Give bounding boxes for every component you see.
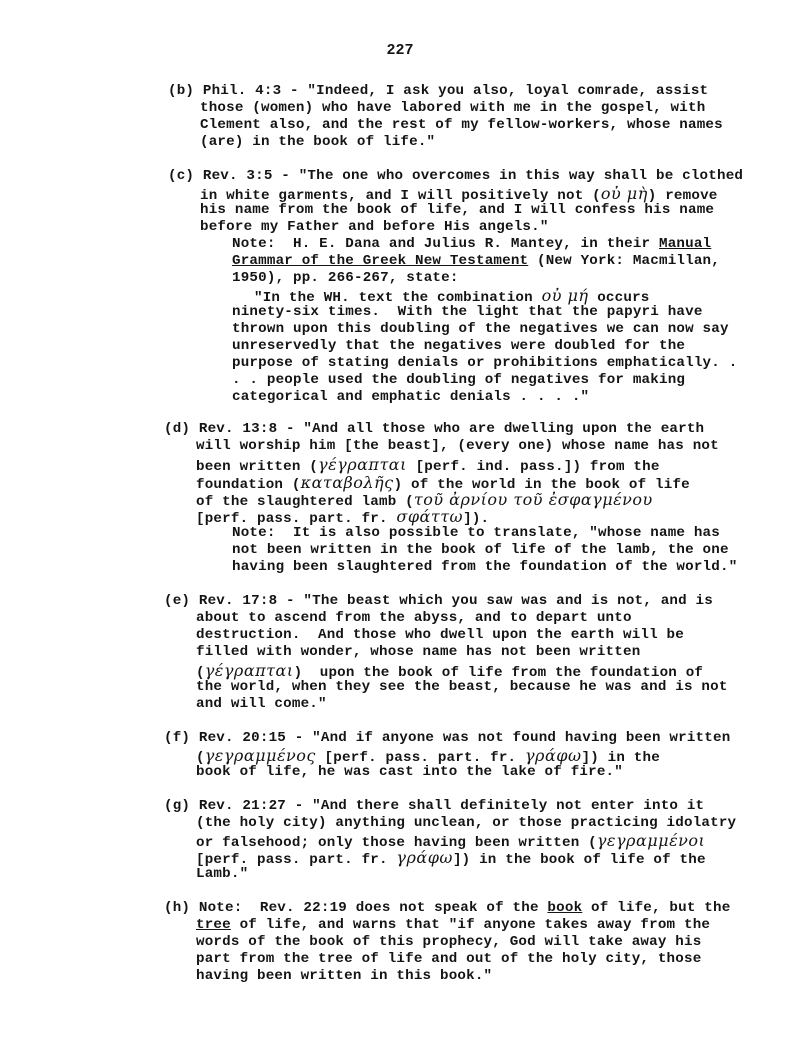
text-run: unreservedly that the negatives were doubled for the [232, 338, 686, 354]
text-run: Note: H. E. Dana and Julius R. Mantey, in their [232, 236, 659, 252]
text-run: part from the tree of life and out of the holy city, those [196, 951, 702, 967]
text-line-h [164, 900, 730, 917]
text-run: categorical and emphatic denials . . . ." [232, 389, 590, 405]
text-run: ]) in the [581, 750, 660, 766]
text-run: thrown upon this doubling of the negatives we can now say [232, 321, 729, 337]
text-run: the world, when they see the beast, because he was and is not [196, 679, 728, 695]
text-run: of life, but the [582, 900, 731, 916]
text-run: [perf. pass. part. fr. [315, 750, 525, 766]
underlined-text: Manual [658, 236, 712, 252]
text-line-b [200, 117, 723, 134]
text-line-d [232, 525, 720, 542]
text-run: foundation ( [196, 477, 301, 493]
text-run: (are) in the book of life." [200, 134, 436, 150]
text-run: destruction. And those who dwell upon the earth will be [196, 627, 684, 643]
text-run: (g) Rev. 21:27 - "And there shall definitely not enter into it [164, 798, 705, 814]
text-run: (b) Phil. 4:3 - "Indeed, I ask you also, loyal comrade, assist [168, 83, 709, 99]
text-run: and will come." [196, 696, 327, 712]
text-line-c [232, 236, 711, 253]
text-run: (e) Rev. 17:8 - "The beast which you saw was and is not, and is [164, 593, 713, 609]
text-run: "In the WH. text the combination [254, 290, 542, 306]
text-line-c [200, 202, 714, 219]
page-number: 227 [386, 42, 414, 59]
greek-text: γέγραπται [204, 661, 294, 680]
text-line-h [196, 934, 701, 951]
text-line-c [232, 321, 729, 338]
text-line-e [164, 593, 713, 610]
text-line-g [196, 849, 706, 869]
text-run: his name from the book of life, and I will confess his name [200, 202, 715, 218]
text-run: ( [196, 665, 205, 681]
text-run: (f) Rev. 20:15 - "And if anyone was not found having been written [164, 730, 731, 746]
text-line-g [196, 815, 736, 832]
text-line-c [200, 219, 549, 236]
text-run: book of life, he was cast into the lake of fire." [196, 764, 623, 780]
text-run: of the slaughtered lamb ( [196, 494, 414, 510]
text-run: in white garments, and I will positively not ( [200, 188, 601, 204]
greek-text: γράφω [396, 848, 453, 867]
text-line-b [200, 100, 705, 117]
text-run: Note: It is also possible to translate, "whose name has [232, 525, 720, 541]
text-line-h [196, 968, 492, 985]
greek-text: γράφω [524, 746, 582, 765]
text-run: (c) Rev. 3:5 - "The one who overcomes in this way shall be clothed [168, 168, 744, 184]
text-line-d [196, 438, 719, 455]
text-line-h [196, 917, 710, 934]
text-run: been written ( [196, 459, 318, 475]
text-run: ) upon the book of life from the foundation of [293, 665, 704, 681]
text-run: or falsehood; only those having been written ( [196, 835, 597, 851]
greek-text: καταβολῆς [300, 473, 394, 492]
text-line-d [232, 542, 729, 559]
greek-text: γεγραμμένοι [596, 831, 706, 850]
text-run: will worship him [the beast], (every one) whose name has not [196, 438, 719, 454]
greek-text: οὐ μή [541, 286, 589, 305]
text-run: . . people used the doubling of negatives for making [232, 372, 686, 388]
underlined-text: tree [196, 917, 231, 933]
text-run: having been written in this book." [196, 968, 493, 984]
text-run: not been written in the book of life of the lamb, the one [232, 542, 729, 558]
text-line-c [232, 270, 459, 287]
text-line-e [196, 627, 684, 644]
greek-text: τοῦ ἀρνίου τοῦ ἐσφαγμένου [413, 490, 653, 509]
text-line-c [232, 338, 685, 355]
text-line-d [164, 421, 704, 438]
text-run: ) of the world in the book of life [393, 477, 690, 493]
text-run: ]) in the book of life of the [452, 852, 706, 868]
text-line-c [232, 304, 703, 321]
greek-text: γεγραμμένος [204, 746, 316, 765]
text-line-c [168, 168, 743, 185]
text-line-f [164, 730, 730, 747]
text-run: ]). [463, 511, 490, 527]
text-run: before my Father and before His angels." [200, 219, 549, 235]
text-run: ninety-six times. With the light that the papyri have [232, 304, 703, 320]
text-line-b [168, 83, 708, 100]
text-run: of life, and warns that "if anyone takes away from the [230, 917, 711, 933]
text-run: [perf. pass. part. fr. [196, 852, 397, 868]
greek-text: σφάττω [396, 507, 464, 526]
text-run: (d) Rev. 13:8 - "And all those who are dwelling upon the earth [164, 421, 705, 437]
text-run: having been slaughtered from the foundation of the world." [232, 559, 738, 575]
text-line-b [200, 134, 435, 151]
text-line-c [232, 389, 589, 406]
text-run: words of the book of this prophecy, God will take away his [196, 934, 702, 950]
text-run: those (women) who have labored with me in the gospel, with [200, 100, 706, 116]
greek-text: γέγραπται [318, 455, 407, 474]
text-run: [perf. ind. pass.]) from the [406, 459, 660, 475]
text-line-f [196, 764, 623, 781]
text-run: [perf. pass. part. fr. [196, 511, 397, 527]
text-run: (New York: Macmillan, [528, 253, 720, 269]
underlined-text: book [547, 900, 583, 916]
text-run: (h) Note: Rev. 22:19 does not speak of the [164, 900, 548, 916]
text-line-h [196, 951, 701, 968]
text-run: ) remove [647, 188, 718, 204]
text-run: Clement also, and the rest of my fellow-workers, whose names [200, 117, 723, 133]
text-line-g [196, 866, 248, 883]
text-line-e [196, 610, 632, 627]
text-line-e [196, 644, 640, 661]
text-line-g [164, 798, 704, 815]
text-run: purpose of stating denials or prohibitions emphatically. . [232, 355, 738, 371]
text-run: Lamb." [196, 866, 249, 882]
text-line-c [232, 355, 737, 372]
text-run: about to ascend from the abyss, and to depart unto [196, 610, 632, 626]
text-line-c [232, 372, 685, 389]
text-line-c [232, 253, 720, 270]
greek-text: οὐ μὴ [600, 184, 648, 203]
text-line-d [196, 456, 660, 476]
text-run: occurs [588, 290, 650, 306]
text-line-e [196, 696, 327, 713]
text-run: 1950), pp. 266-267, state: [232, 270, 459, 286]
underlined-text: Grammar of the Greek New Testament [232, 253, 529, 269]
text-run: (the holy city) anything unclean, or those practicing idolatry [196, 815, 737, 831]
text-line-e [196, 679, 728, 696]
text-run: ( [196, 750, 205, 766]
text-run: filled with wonder, whose name has not been written [196, 644, 641, 660]
text-line-d [232, 559, 737, 576]
